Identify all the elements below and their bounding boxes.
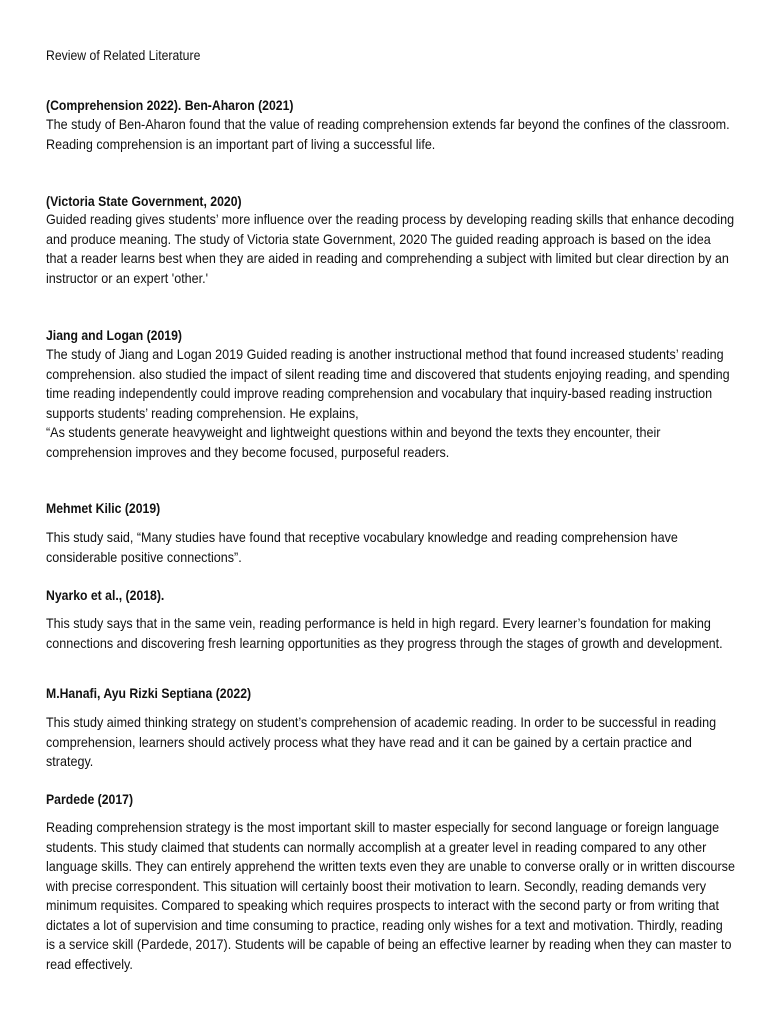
- section-paragraph: [46, 345, 731, 462]
- section-paragraph: [46, 210, 735, 288]
- section-heading: M.Hanafi, Ayu Rizki Septiana (2022): [46, 686, 252, 701]
- paragraph-line: language skills. They can entirely apprehend the written texts even they are unable to converse orally or in written discourse: [46, 859, 735, 874]
- paragraph-line: supports students’ reading comprehension. He explains,: [46, 405, 359, 421]
- section-heading: (Comprehension 2022). Ben-Aharon (2021): [46, 98, 294, 113]
- section-heading: Mehmet Kilic (2019): [46, 501, 161, 516]
- section-heading: Nyarko et al., (2018).: [46, 588, 165, 603]
- paragraph-line: dictates a lot of supervision and time consuming to practice, reading only wishes for a text and motivation. Thirdly, reading: [46, 917, 723, 933]
- document-title: Review of Related Literature: [46, 48, 201, 63]
- paragraph-line: considerable positive connections”.: [46, 549, 242, 565]
- section-paragraph: [46, 115, 731, 154]
- paragraph-line: instructor or an expert 'other.': [46, 270, 209, 286]
- section-heading: Pardede (2017): [46, 792, 134, 807]
- paragraph-line: connections and discovering fresh learning opportunities as they progress through the stages of growth and development.: [46, 635, 723, 651]
- paragraph-line: strategy.: [46, 754, 94, 769]
- paragraph-line: This study says that in the same vein, reading performance is held in high regard. Every learner’s foundation for making: [46, 616, 711, 631]
- paragraph-line: This study aimed thinking strategy on student’s comprehension of academic reading. In order to be successful in reading: [46, 715, 717, 730]
- paragraph-line: students. This study claimed that students can normally accomplish at a greater level in reading compared to any other: [46, 839, 707, 855]
- section-heading: (Victoria State Government, 2020): [46, 194, 242, 209]
- paragraph-line: Guided reading gives students’ more influence over the reading process by developing reading skills that enhance decoding: [46, 212, 735, 227]
- paragraph-line: The study of Ben-Aharon found that the value of reading comprehension extends far beyond the confines of the classroom.: [46, 117, 730, 132]
- section-paragraph: [46, 713, 731, 772]
- paragraph-line: read effectively.: [46, 956, 133, 972]
- paragraph-line: comprehension. also studied the impact of silent reading time and discovered that students enjoying reading, and spending: [46, 366, 730, 382]
- section-paragraph: [46, 614, 731, 653]
- section-heading: Jiang and Logan (2019): [46, 328, 182, 343]
- section-paragraph: [46, 818, 735, 974]
- paragraph-line: is a service skill (Pardede, 2017). Students will be capable of being an effective learner by reading when they can master to: [46, 937, 732, 952]
- section-paragraph: [46, 528, 731, 567]
- paragraph-line: Reading comprehension is an important part of living a successful life.: [46, 136, 436, 152]
- paragraph-line: with precise correspondent. This situation will certainly boost their motivation to learn. Secondly, reading demands very: [46, 878, 707, 894]
- paragraph-line: comprehension improves and they become focused, purposeful readers.: [46, 444, 450, 460]
- paragraph-line: This study said, “Many studies have found that receptive vocabulary knowledge and reading comprehension have: [46, 530, 678, 545]
- paragraph-line: minimum requisites. Compared to speaking which requires prospects to interact with the second party or from writing that: [46, 898, 720, 913]
- paragraph-line: The study of Jiang and Logan 2019 Guided reading is another instructional method that found increased students’ reading: [46, 347, 724, 362]
- paragraph-line: “As students generate heavyweight and lightweight questions within and beyond the texts they encounter, their: [46, 425, 661, 440]
- paragraph-line: Reading comprehension strategy is the most important skill to master especially for second language or foreign language: [46, 820, 720, 835]
- paragraph-line: time reading independently could improve reading comprehension and vocabulary that inquiry-based reading instruction: [46, 386, 713, 401]
- paragraph-line: and produce meaning. The study of Victoria state Government, 2020 The guided reading approach is based on the idea: [46, 231, 711, 247]
- paragraph-line: that a reader learns best when they are aided in reading and comprehending a subject with limited but clear direction by an: [46, 251, 729, 266]
- paragraph-line: comprehension, learners should actively process what they have read and it can be gained by a certain practice and: [46, 734, 692, 750]
